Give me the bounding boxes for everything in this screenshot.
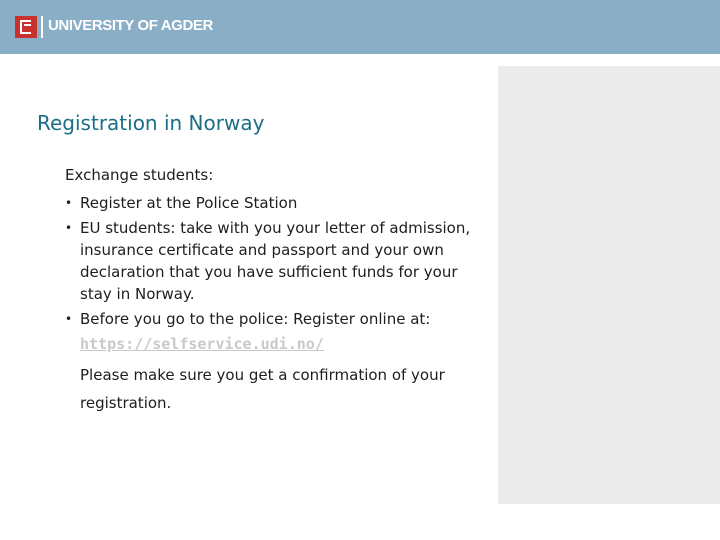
udi-link[interactable]: https://selfservice.udi.no/: [80, 335, 324, 353]
slide-title: Registration in Norway: [37, 111, 265, 135]
bullet-text: Before you go to the police: Register online at:: [80, 310, 431, 328]
note-text: Please make sure you get a confirmation of your registration.: [80, 366, 445, 412]
bullet-icon: •: [65, 312, 73, 326]
list-item: [65, 308, 490, 330]
intro-text: Exchange students:: [65, 166, 214, 184]
bullet-icon: •: [65, 196, 73, 210]
side-panel: [498, 66, 720, 504]
slide-content: [65, 164, 490, 417]
university-logo-icon: [15, 16, 37, 38]
list-item: [65, 192, 490, 214]
logo-divider: [41, 16, 43, 38]
logo-text: UNIVERSITY OF AGDER: [48, 17, 213, 34]
list-item: [65, 217, 490, 305]
bullet-list: [65, 192, 490, 330]
bullet-text: Register at the Police Station: [80, 194, 298, 212]
bullet-icon: •: [65, 221, 73, 235]
header-bar: [0, 0, 720, 54]
bullet-text: EU students: take with you your letter of admission, insurance certificate and passport and your own declaration that you have sufficient funds for your stay in Norway.: [80, 219, 471, 303]
